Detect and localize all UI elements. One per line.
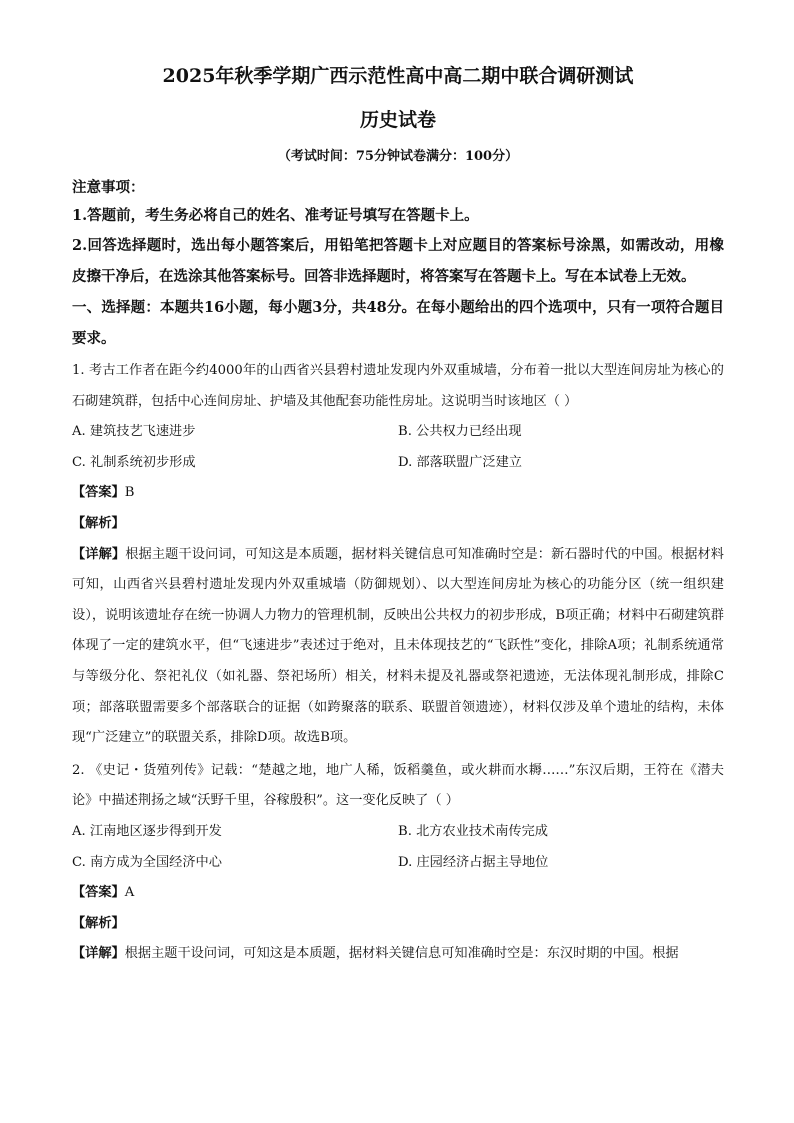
question-2-answer [72,878,724,909]
question-2-detail [72,939,724,970]
section-1-heading: 一、选择题：本题共16小题，每小题3分，共48分。在每小题给出的四个选项中，只有一项符合题目要求。 [72,299,724,347]
question-1-detail [72,540,724,754]
answer-value: B [124,485,135,501]
question-2-option-d[interactable]: D. 庄园经济占据主导地位 [398,854,549,870]
analysis-label: 【解析】 [72,915,125,931]
question-1-option-a[interactable]: A. 建筑技艺飞速进步 [72,424,196,440]
analysis-label: 【解析】 [72,515,125,531]
answer-value: A [124,885,135,901]
question-2-stem: 2. 《史记・货殖列传》记载：“楚越之地，地广人稀，饭稻羹鱼，或火耕而水耨……”东汉后期，王符在《潜夫论》中描述荆扬之域“沃野千里，谷稼殷积”。这一变化反映了（ ） [72,762,724,809]
notice-item-1: 1.答题前，考生务必将自己的姓名、准考证号填写在答题卡上。 [72,207,479,224]
exam-time-info: （考试时间：75分钟试卷满分：100分） [277,149,519,164]
question-1-option-c[interactable]: C. 礼制系统初步形成 [72,454,196,470]
question-2-option-c[interactable]: C. 南方成为全国经济中心 [72,854,222,870]
exam-subject: 历史试卷 [359,109,436,131]
question-2-option-a[interactable]: A. 江南地区逐步得到开发 [72,823,222,839]
detail-label: 【详解】 [72,946,125,962]
question-1-option-d[interactable]: D. 部落联盟广泛建立 [398,454,522,470]
exam-title: 2025年秋季学期广西示范性高中高二期中联合调研测试 [162,65,634,87]
question-1-options-row-1 [72,417,724,448]
question-2-options-row-2 [72,848,724,879]
notice-heading: 注意事项： [72,179,145,196]
question-1-options-row-2 [72,448,724,479]
detail-text: 根据主题干设问词，可知这是本质题，据材料关键信息可知准确时空是：新石器时代的中国。根据材料可知，山西省兴县碧村遗址发现内外双重城墙（防御规划）、以大型连间房址为核心的功能分区（统一组织建设），说明该遗址存在统一协调人力物力的管理机制，反映出公共权力的初步形成，B项正确；材料中石砌建筑群体现了一定的建筑水平，但“飞速进步”表述过于绝对，且未体现技艺的“飞跃性”变化，排除A项；礼制系统通常与等级分化、祭祀礼仪（如礼器、祭祀场所）相关，材料未提及礼器或祭祀遗迹，无法体现礼制形成，排除C项；部落联盟需要多个部落联合的证据（如跨聚落的联系、联盟首领遗迹），材料仅涉及单个遗址的结构，未体现“广泛建立”的联盟关系，排除D项。故选B项。 [72,546,724,746]
exam-page [72,62,724,970]
question-2-option-b[interactable]: B. 北方农业技术南传完成 [398,823,548,839]
answer-label: 【答案】 [72,885,125,901]
question-1-answer [72,478,724,509]
question-1-option-b[interactable]: B. 公共权力已经出现 [398,424,522,440]
detail-label: 【详解】 [72,546,126,562]
question-1-analysis [72,509,724,540]
notice-item-2: 2.回答选择题时，选出每小题答案后，用铅笔把答题卡上对应题目的答案标号涂黑，如需改动，用橡皮擦干净后，在选涂其他答案标号。回答非选择题时，将答案写在答题卡上。写在本试卷上无效。 [72,237,724,285]
detail-text: 根据主题干设问词，可知这是本质题，据材料关键信息可知准确时空是：东汉时期的中国。根据 [124,946,679,962]
question-2-options-row-1 [72,817,724,848]
question-2-analysis [72,909,724,940]
question-1-stem: 1. 考古工作者在距今约4000年的山西省兴县碧村遗址发现内外双重城墙，分布着一批以大型连间房址为核心的石砌建筑群，包括中心连间房址、护墙及其他配套功能性房址。这说明当时该地区（ ） [72,363,724,409]
answer-label: 【答案】 [72,485,125,501]
